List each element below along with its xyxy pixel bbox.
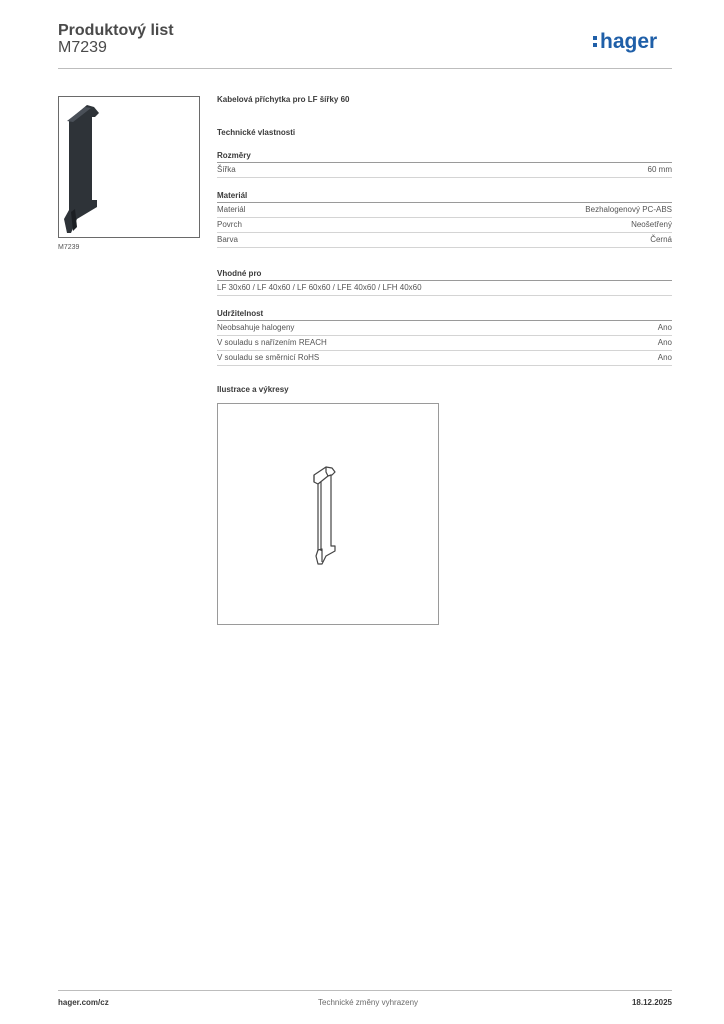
spec-row (217, 233, 672, 248)
spec-value: Černá (650, 235, 672, 244)
group-title: Rozměry (217, 150, 672, 163)
spec-row (217, 281, 672, 296)
spec-row (217, 336, 672, 351)
group-title: Udržitelnost (217, 308, 672, 321)
spec-value: 60 mm (647, 165, 672, 174)
spec-label: V souladu se směrnicí RoHS (217, 353, 320, 362)
spec-row (217, 321, 672, 336)
spec-row (217, 163, 672, 178)
product-code: M7239 (58, 39, 107, 56)
product-photo (58, 96, 200, 238)
group-title: Vhodné pro (217, 268, 672, 281)
spec-label: Povrch (217, 220, 242, 229)
spec-label: Neobsahuje halogeny (217, 323, 295, 332)
spec-group-sustainability (217, 308, 672, 366)
spec-value: Ano (657, 353, 672, 362)
hager-logo (592, 28, 674, 56)
illustrations-heading: Ilustrace a výkresy (217, 385, 289, 394)
spec-row (217, 351, 672, 366)
header-divider (58, 68, 672, 69)
group-title: Materiál (217, 190, 672, 203)
spec-label: Barva (217, 235, 238, 244)
product-name: Kabelová příchytka pro LF šířky 60 (217, 95, 350, 104)
spec-label: Materiál (217, 205, 246, 214)
spec-group-suitable-for (217, 268, 672, 296)
spec-label: LF 30x60 / LF 40x60 / LF 60x60 / LFE 40x60 / LFH 40x60 (217, 283, 422, 292)
logo-wordmark: hager (600, 30, 658, 53)
document-title: Produktový list (58, 22, 174, 39)
footer-website-link[interactable]: hager.com/cz (58, 998, 109, 1007)
spec-value: Ano (657, 338, 672, 347)
spec-content (217, 95, 672, 625)
footer-divider (58, 990, 672, 991)
spec-row (217, 203, 672, 218)
spec-value: Bezhalogenový PC-ABS (585, 205, 672, 214)
tech-properties-heading: Technické vlastnosti (217, 128, 296, 137)
spec-value: Neošetřený (631, 220, 672, 229)
spec-value: Ano (657, 323, 672, 332)
footer-date: 18.12.2025 (631, 998, 672, 1007)
spec-row (217, 218, 672, 233)
spec-group-dimensions (217, 150, 672, 178)
spec-group-material (217, 190, 672, 248)
technical-drawing (217, 403, 439, 625)
photo-caption: M7239 (58, 244, 80, 251)
footer-notice: Technické změny vyhrazeny (318, 998, 419, 1007)
spec-label: V souladu s nařízením REACH (217, 338, 327, 347)
spec-label: Šířka (217, 165, 236, 174)
